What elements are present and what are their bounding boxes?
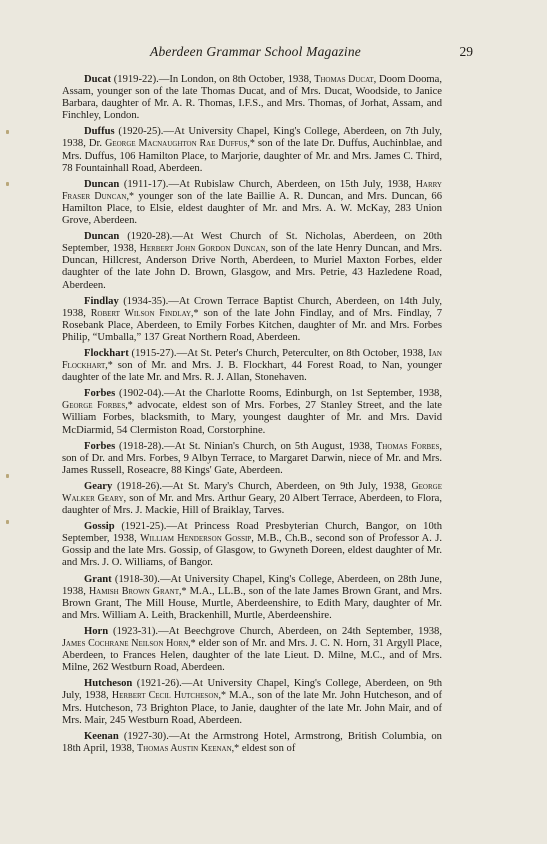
notice-years: (1921-25). [114, 521, 167, 533]
notice-entry [62, 388, 442, 436]
notice-text: —At St. Ninian's Church, on 5th August, 1938, [163, 440, 377, 452]
notice-entry [62, 126, 442, 174]
notice-entry [62, 731, 442, 755]
notice-entry [62, 521, 442, 569]
notice-text: younger son of the late Baillie A. R. Duncan, and Mrs. Duncan, 66 Hamilton Place, to Elsie, eldest daughter of Mr. and Mrs. A. W. McKay, 283 Union Grove, Aberdeen. [62, 190, 442, 227]
notice-text: son of Mr. and Mrs. J. B. Flockhart, 44 Forest Road, to Nan, younger daughter of the late Mr. and Mrs. R. J. Allan, Stonehaven. [62, 360, 442, 384]
notice-entry [62, 441, 442, 477]
notice-text: son of the late Dr. Duffus, Auchinblae, and Mrs. Duffus, 106 Hamilton Place, to Marjorie, daughter of Mr. and Mrs. James C. Third, 78 Fountainhall Road, Aberdeen. [62, 138, 443, 174]
notice-text: —At University Chapel, King's College, Aberdeen, on 28th June, 1938, [62, 573, 442, 597]
notice-years: (1918-28). [115, 440, 164, 452]
notice-text: —At Beechgrove Church, Aberdeen, on 24th September, 1938, [158, 625, 442, 637]
notice-years: (1919-22). [111, 74, 159, 85]
notice-surname: Duffus [84, 126, 115, 138]
notice-years: (1911-17). [119, 178, 169, 190]
notice-years: (1918-26). [112, 480, 163, 492]
notice-years: (1902-04). [115, 388, 164, 400]
notice-name: Hamish Brown Grant,* [88, 585, 187, 597]
notice-surname: Forbes [84, 440, 116, 452]
notice-years: (1921-26). [132, 678, 182, 690]
notice-text: —At St. Mary's Church, Aberdeen, on 9th July, 1938, [162, 480, 412, 492]
notice-surname: Horn [84, 625, 109, 637]
notice-years: (1920-25). [114, 126, 164, 138]
notice-text: —At Princess Road Presbyterian Church, Bangor, on 10th September, 1938, [62, 521, 442, 545]
notice-entry [62, 179, 442, 227]
notice-name: James Cochrane Neilson Horn,* [62, 638, 196, 650]
notice-text: elder son of Mr. and Mrs. J. C. N. Horn, 31 Argyll Place, Aberdeen, to Frances Helen, daughter of the late Lieut. D. Milne, M.C., and of Mrs. Milne, 262 Westburn Road, Aberdeen. [62, 638, 442, 674]
notice-text: —At University Chapel, King's College, Aberdeen, on 7th July, 1938, Dr. [62, 126, 442, 150]
notice-text: —At Rubislaw Church, Aberdeen, on 15th July, 1938, [168, 178, 416, 190]
notice-text: —At University Chapel, King's College, Aberdeen, on 9th July, 1938, [62, 678, 442, 702]
notice-years: (1923-31). [108, 625, 159, 637]
notice-name: Ian Flockhart,* [62, 347, 442, 372]
notice-text: —At the Charlotte Rooms, Edinburgh, on 1st September, 1938, [164, 388, 442, 400]
notice-surname: Flockhart [84, 347, 129, 359]
notice-name: George Macnaughton Rae Duffus,* [105, 138, 255, 150]
notice-text: —At Crown Terrace Baptist Church, Aberdeen, on 14th July, 1938, [62, 295, 442, 319]
notice-text: —At St. Peter's Church, Peterculter, on 8th October, 1938, [176, 347, 429, 359]
notice-entry [62, 626, 442, 674]
margin-speck [6, 182, 9, 186]
running-header [72, 44, 473, 62]
notice-text: —At the Armstrong Hotel, Armstrong, British Columbia, on 18th April, 1938, [62, 730, 442, 754]
notice-surname: Duncan [84, 178, 120, 190]
notice-surname: Ducat [84, 74, 112, 85]
notice-entry [62, 296, 442, 344]
notice-name: Thomas Austin Keenan,* [137, 742, 240, 754]
notice-name: Herbert John Gordon Duncan [139, 243, 266, 255]
notice-text: , son of the late Henry Duncan, and Mrs. Duncan, Hillcrest, Anderson Drive North, Aberdeen, to Muriel Maxton Forbes, elder daughter of the late John D. Brown, Glasgow, and Mrs. Petrie, 43 Hazledene Road, Aberdeen. [62, 243, 442, 291]
notice-years: (1918-30). [111, 573, 160, 585]
notice-text: advocate, eldest son of Mrs. Forbes, 27 Stanley Street, and the late William Forbes, blacksmith, to Mary, youngest daughter of Mr. and Mrs. David McDiarmid, 54 Clermiston Road, Corstorphine. [62, 400, 442, 436]
notice-surname: Duncan [84, 231, 120, 243]
notice-name: Thomas Ducat [314, 74, 374, 85]
notice-text: M.A., LL.B., son of the late James Brown Grant, and Mrs. Brown Grant, The Mill House, Murtle, Aberdeenshire, to Edith Mary, daughter of Mr. and Mrs. William A. Leith, Brackenhill, Murtle, Aberdeenshire. [62, 585, 442, 621]
notice-text: —At West Church of St. Nicholas, Aberdeen, on 20th September, 1938, [62, 231, 442, 255]
notice-years: (1934-35). [118, 295, 169, 307]
notice-entry [62, 574, 442, 622]
notice-surname: Forbes [84, 388, 116, 400]
notice-entry [62, 74, 442, 122]
margin-speck [6, 474, 9, 478]
notice-text: M.A., son of the late Mr. John Hutcheson, and of Mrs. Hutcheson, 73 Brighton Place, to Janie, daughter of the late Mr. John Mair, and of Mrs. Mair, 245 Westburn Road, Aberdeen. [62, 690, 442, 726]
notice-text: , Doom Dooma, Assam, younger son of the late Thomas Ducat, and of Mrs. Ducat, Woodside, to Janice Barbara, daughter of Mr. A. R. Thomas, I.F.S., and Mrs. Thomas, of Jorhat, Assam, and Finchley, London. [62, 74, 442, 122]
notice-text: , M.B., Ch.B., second son of Professor A. J. Gossip and the late Mrs. Gossip, of Glasgow, to Gwyneth Doreen, eldest daughter of Mr. and Mrs. J. O. Williams, of Bangor. [62, 533, 442, 569]
notice-years: (1927-30). [118, 730, 169, 742]
notice-surname: Findlay [84, 295, 119, 307]
notice-entry [62, 231, 442, 291]
notice-text: , son of Mr. and Mrs. Arthur Geary, 20 Albert Terrace, Aberdeen, to Flora, daughter of Mrs. J. Mackie, Hill of Braiklay, Tarves. [62, 493, 442, 517]
margin-speck [6, 130, 9, 134]
notice-text: , son of Dr. and Mrs. Forbes, 9 Albyn Terrace, to Margaret Darwin, niece of Mr. and Mrs. James Russell, Roseacre, 88 Kings' Gate, Aberdeen. [62, 440, 443, 476]
notice-name: George Forbes,* [62, 400, 133, 412]
notice-text: son of the late John Findlay, and of Mrs. Findlay, 7 Rosebank Place, Aberdeen, to Emily Forbes Kitchen, daughter of Mr. and Mrs. Forbes Philip, “Umballa,” 137 Great Northern Road, Aberdeen. [62, 307, 443, 343]
notice-surname: Hutcheson [84, 678, 133, 690]
notice-surname: Geary [84, 480, 113, 492]
notice-entry [62, 348, 442, 384]
notice-text: —In London, on 8th October, 1938, [158, 74, 315, 85]
marriage-notices [62, 74, 442, 759]
notice-years: (1920-28). [119, 231, 173, 243]
running-title: Aberdeen Grammar School Magazine [150, 44, 361, 59]
notice-text: eldest son of [239, 742, 296, 754]
notice-name: Harry Fraser Duncan,* [62, 178, 442, 202]
notice-surname: Gossip [84, 521, 115, 533]
notice-name: Herbert Cecil Hutcheson,* [111, 690, 226, 702]
notice-surname: Keenan [84, 730, 119, 742]
page-number: 29 [459, 44, 473, 59]
notice-name: Thomas Forbes [376, 440, 440, 452]
notice-name: Robert Wilson Findlay,* [90, 307, 199, 319]
notice-years: (1915-27). [128, 347, 177, 359]
margin-speck [6, 520, 9, 524]
notice-name: William Henderson Gossip [140, 533, 252, 545]
notice-entry [62, 678, 442, 726]
notice-surname: Grant [84, 573, 112, 585]
notice-name: George Walker Geary [62, 480, 442, 504]
notice-entry [62, 481, 442, 517]
